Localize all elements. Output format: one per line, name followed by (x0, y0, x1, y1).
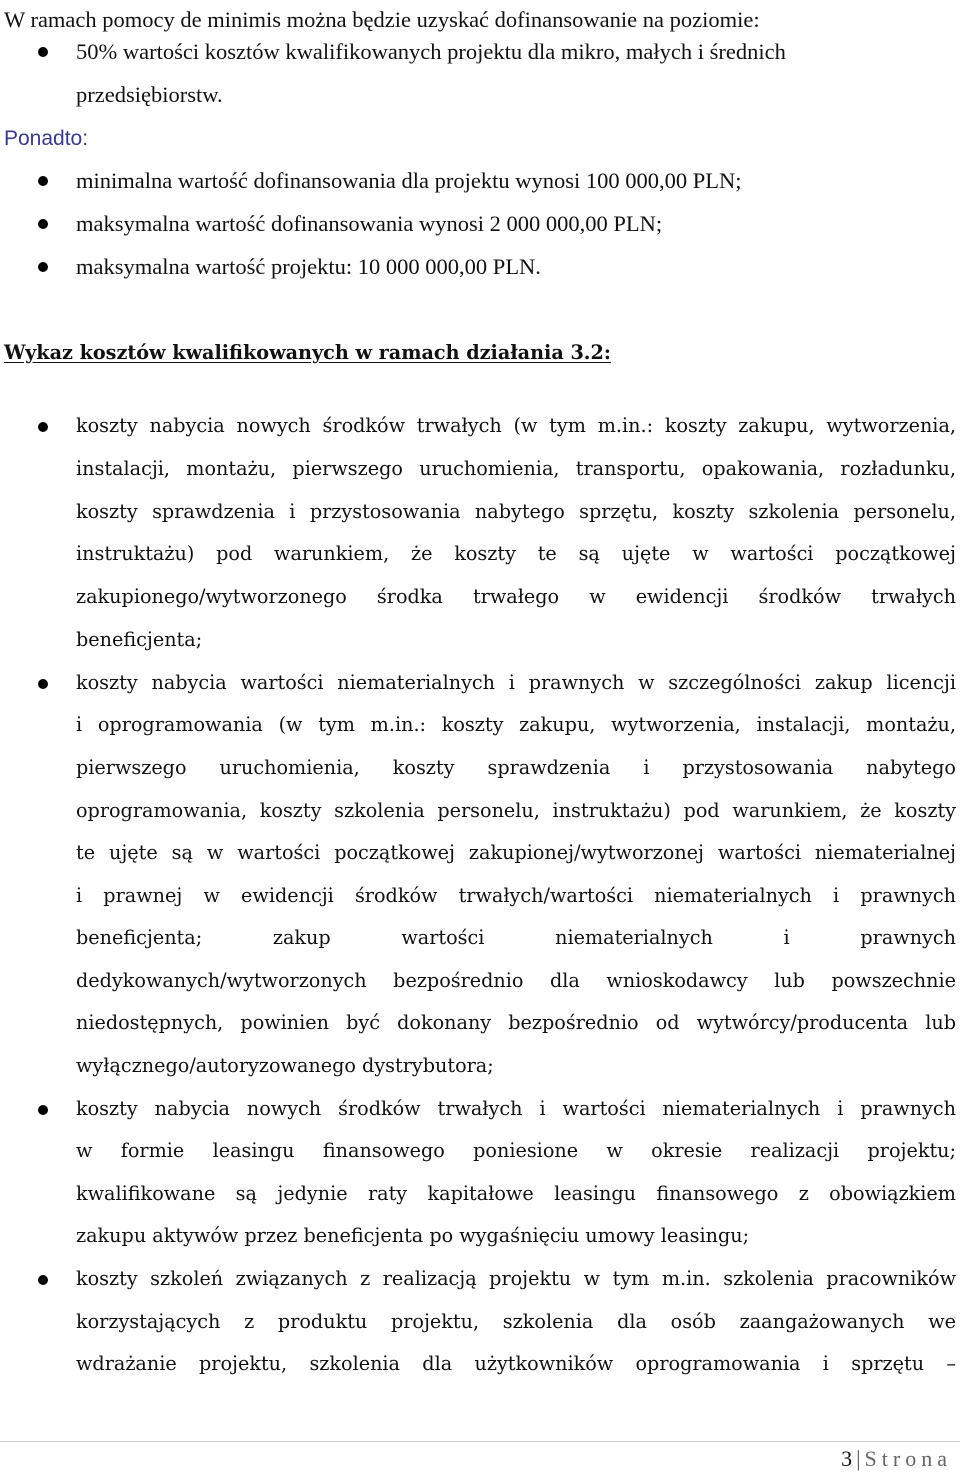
ponadto-label: Ponadto: (4, 127, 89, 150)
cost-line: te ujęte są w wartości początkowej zakupionej/wytworzonej wartości niematerialnej (76, 841, 956, 864)
cost-line: zakupu aktywów przez beneficjenta po wygaśnięciu umowy leasingu; (76, 1224, 750, 1247)
bullet-icon (38, 47, 48, 57)
cost-line: wdrażanie projektu, szkolenia dla użytkowników oprogramowania i sprzętu – (76, 1352, 956, 1375)
footer-divider (0, 1441, 960, 1442)
ponadto-item: minimalna wartość dofinansowania dla projektu wynosi 100 000,00 PLN; (76, 168, 742, 193)
cost-line: beneficjenta; zakup wartości niematerialnych i prawnych (76, 926, 956, 949)
ponadto-item: maksymalna wartość projektu: 10 000 000,00 PLN. (76, 254, 541, 279)
cost-line: instalacji, montażu, pierwszego uruchomienia, transportu, opakowania, rozładunku, (76, 457, 956, 480)
intro-text: W ramach pomocy de minimis można będzie uzyskać dofinansowanie na poziomie: (4, 7, 760, 32)
intro-bullet-text: przedsiębiorstw. (76, 82, 223, 107)
page-number: 3 (841, 1446, 853, 1471)
cost-line: instruktażu) pod warunkiem, że koszty te są ujęte w wartości początkowej (76, 542, 956, 565)
page-footer (841, 1446, 952, 1472)
bullet-icon (38, 1105, 48, 1115)
cost-line: koszty nabycia nowych środków trwałych i wartości niematerialnych i prawnych (76, 1097, 956, 1120)
cost-line: w formie leasingu finansowego poniesione w okresie realizacji projektu; (76, 1139, 956, 1162)
cost-line: wyłącznego/autoryzowanego dystrybutora; (76, 1054, 494, 1077)
cost-line: pierwszego uruchomienia, koszty sprawdzenia i przystosowania nabytego (76, 756, 956, 779)
bullet-icon (38, 219, 48, 229)
bullet-icon (38, 679, 48, 689)
cost-line: koszty sprawdzenia i przystosowania nabytego sprzętu, koszty szkolenia personelu, (76, 500, 956, 523)
bullet-icon (38, 176, 48, 186)
cost-line: i oprogramowania (w tym m.in.: koszty zakupu, wytworzenia, instalacji, montażu, (76, 713, 956, 736)
bullet-icon (38, 422, 48, 432)
footer-separator: | (856, 1446, 861, 1471)
cost-line: i prawnej w ewidencji środków trwałych/wartości niematerialnych i prawnych (76, 884, 956, 907)
bullet-icon (38, 1275, 48, 1285)
cost-line: niedostępnych, powinien być dokonany bezpośrednio od wytwórcy/producenta lub (76, 1011, 956, 1034)
cost-line: koszty nabycia nowych środków trwałych (w tym m.in.: koszty zakupu, wytworzenia, (76, 414, 956, 437)
cost-line: kwalifikowane są jedynie raty kapitałowe leasingu finansowego z obowiązkiem (76, 1182, 956, 1205)
cost-line: dedykowanych/wytworzonych bezpośrednio dla wnioskodawcy lub powszechnie (76, 969, 956, 992)
footer-page-label: Strona (864, 1446, 952, 1471)
bullet-icon (38, 262, 48, 272)
ponadto-item: maksymalna wartość dofinansowania wynosi 2 000 000,00 PLN; (76, 211, 663, 236)
intro-bullet-text: 50% wartości kosztów kwalifikowanych projektu dla mikro, małych i średnich (76, 39, 786, 64)
cost-line: koszty szkoleń związanych z realizacją projektu w tym m.in. szkolenia pracowników (76, 1267, 956, 1290)
cost-line: korzystających z produktu projektu, szkolenia dla osób zaangażowanych we (76, 1310, 956, 1333)
cost-line: oprogramowania, koszty szkolenia personelu, instruktażu) pod warunkiem, że koszty (76, 799, 956, 822)
cost-line: koszty nabycia wartości niematerialnych i prawnych w szczególności zakup licencji (76, 671, 956, 694)
section-heading: Wykaz kosztów kwalifikowanych w ramach działania 3.2: (4, 341, 611, 364)
cost-line: beneficjenta; (76, 628, 203, 651)
cost-line: zakupionego/wytworzonego środka trwałego w ewidencji środków trwałych (76, 585, 956, 608)
